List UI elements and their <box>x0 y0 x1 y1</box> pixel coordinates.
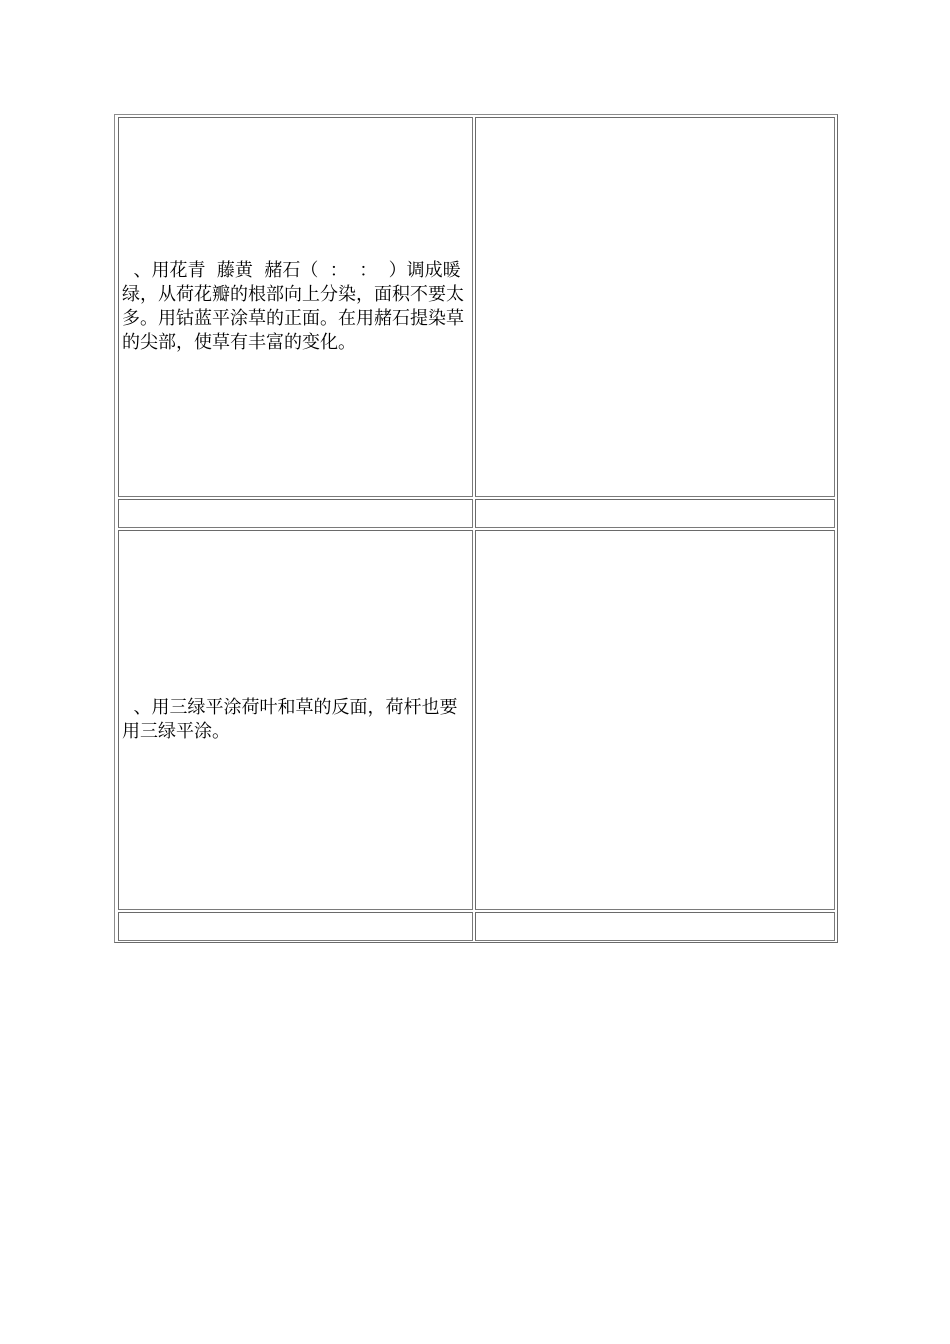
table-cell-caption <box>475 912 835 941</box>
table-cell-caption <box>475 499 835 528</box>
table-cell-image-area <box>475 117 835 497</box>
step-description: 、用三绿平涂荷叶和草的反面，荷杆也要用三绿平涂。 <box>122 697 458 742</box>
table-cell-image-area <box>475 530 835 910</box>
table-cell-caption <box>118 499 473 528</box>
table-cell-caption <box>118 912 473 941</box>
table-cell-step-text <box>118 117 473 497</box>
step-description: 、用花青 藤黄 赭石（ ： ： ）调成暖绿，从荷花瓣的根部向上分染，面积不要太多。用钴蓝平涂草的正面。在用赭石提染草的尖部，使草有丰富的变化。 <box>122 260 464 353</box>
document-table <box>114 114 838 943</box>
table-cell-step-text <box>118 530 473 910</box>
